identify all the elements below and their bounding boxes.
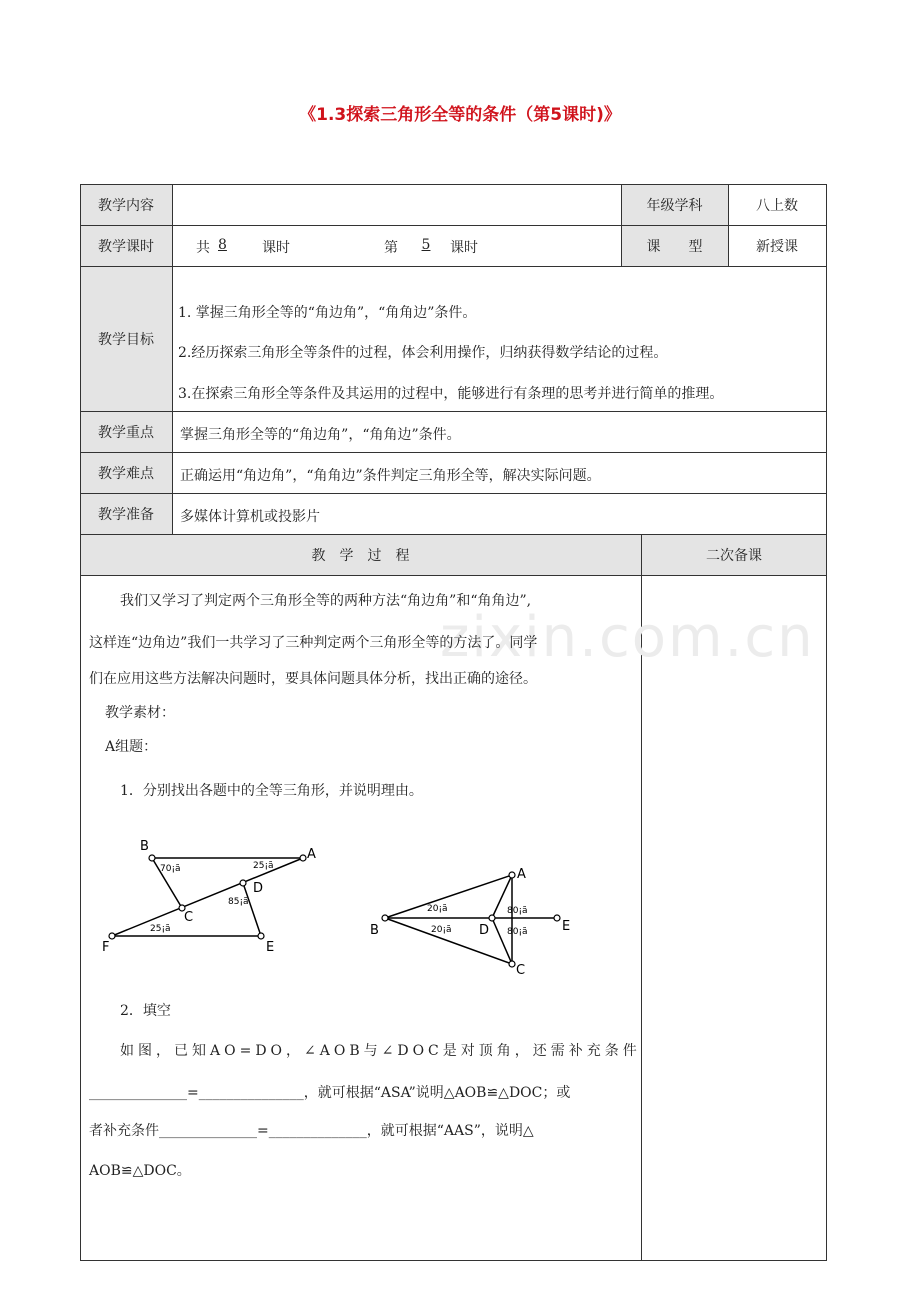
point-label: D [479,923,490,938]
point-label: D [253,881,264,896]
second-prep-header: 二次备课 [706,547,762,564]
grid-line [80,575,827,576]
goals-label: 教学目标 [98,331,154,348]
watermark: zixin.com.cn [440,605,815,670]
nth-period-prefix: 第 [384,240,398,256]
point-label: C [516,963,526,978]
goal-item: 3.在探索三角形全等条件及其运用的过程中，能够进行有条理的思考并进行简单的推理。 [178,386,724,402]
fill-in-line: 者补充条件______________=______________，就可根据“AAS”，说明△ [89,1123,534,1139]
grid-line [172,184,173,534]
grid-line [826,184,827,1261]
point-label: F [102,940,110,955]
fill-in-line: 如图，已知AO=DO，∠AOB与∠DOC是对顶角，还需补充条件 [120,1043,641,1059]
point-label: B [370,923,379,938]
nth-period-suffix: 课时 [450,240,478,256]
fill-in-line: AOB≌△DOC。 [89,1163,191,1179]
figure-1 [100,835,340,955]
key-label: 教学重点 [98,424,154,441]
point-label: E [266,940,275,955]
figure-2 [365,860,585,980]
prep-value: 多媒体计算机或投影片 [180,509,320,525]
difficulty-label: 教学难点 [98,465,154,482]
angle-label: 80¡ã [507,927,528,937]
intro-line: 们在应用这些方法解决问题时，要具体问题具体分析，找出正确的途径。 [89,671,537,687]
grid-line [80,411,827,412]
angle-label: 85¡ã [228,897,249,907]
fill-in-line: ______________=_______________，就可根据“ASA”说明△AOB≌△DOC；或 [89,1085,571,1101]
type-label: 课 型 [646,238,703,255]
key-value: 掌握三角形全等的“角边角”，“角角边”条件。 [180,427,461,443]
content-value [172,184,621,225]
goal-item: 2.经历探索三角形全等条件的过程，体会利用操作，归纳获得数学结论的过程。 [178,345,668,361]
grid-line [80,493,827,494]
question-1: 1．分别找出各题中的全等三角形，并说明理由。 [120,783,423,799]
nth-period-value: 5 [421,237,431,253]
difficulty-value: 正确运用“角边角”，“角角边”条件判定三角形全等，解决实际问题。 [180,468,601,484]
grade-label: 年级学科 [646,197,703,214]
type-value: 新授课 [756,238,798,255]
group-heading: A组题： [105,739,158,755]
point-label: E [562,919,571,934]
total-period-value: 8 [218,237,227,253]
goal-item: 1. 掌握三角形全等的“角边角”，“角角边”条件。 [178,305,477,321]
page-title: 《1.3探索三角形全等的条件（第5课时)》 [299,105,621,125]
grid-line [80,452,827,453]
process-header: 教 学 过 程 [311,547,410,564]
angle-label: 20¡ã [431,925,452,935]
angle-label: 80¡ã [507,906,528,916]
total-period-suffix: 课时 [262,240,290,256]
grade-value: 八上数 [756,197,798,214]
point-label: C [184,910,194,925]
angle-label: 25¡ã [150,924,171,934]
angle-label: 20¡ã [427,904,448,914]
point-label: B [140,839,149,854]
intro-line: 我们又学习了判定两个三角形全等的两种方法“角边角”和“角角边”, [120,593,532,609]
grid-line [80,266,827,267]
point-label: A [517,867,526,882]
total-period-prefix: 共 [196,240,210,256]
prep-label: 教学准备 [98,506,154,523]
content-label: 教学内容 [98,197,154,214]
point-label: A [307,847,316,862]
angle-label: 70¡ã [160,864,181,874]
material-heading: 教学素材： [105,705,175,721]
question-2: 2．填空 [120,1003,171,1019]
intro-line: 这样连“边角边”我们一共学习了三种判定两个三角形全等的方法了。同学 [89,635,538,651]
period-label: 教学课时 [98,238,154,255]
grid-line [80,1260,827,1261]
angle-label: 25¡ã [253,861,274,871]
